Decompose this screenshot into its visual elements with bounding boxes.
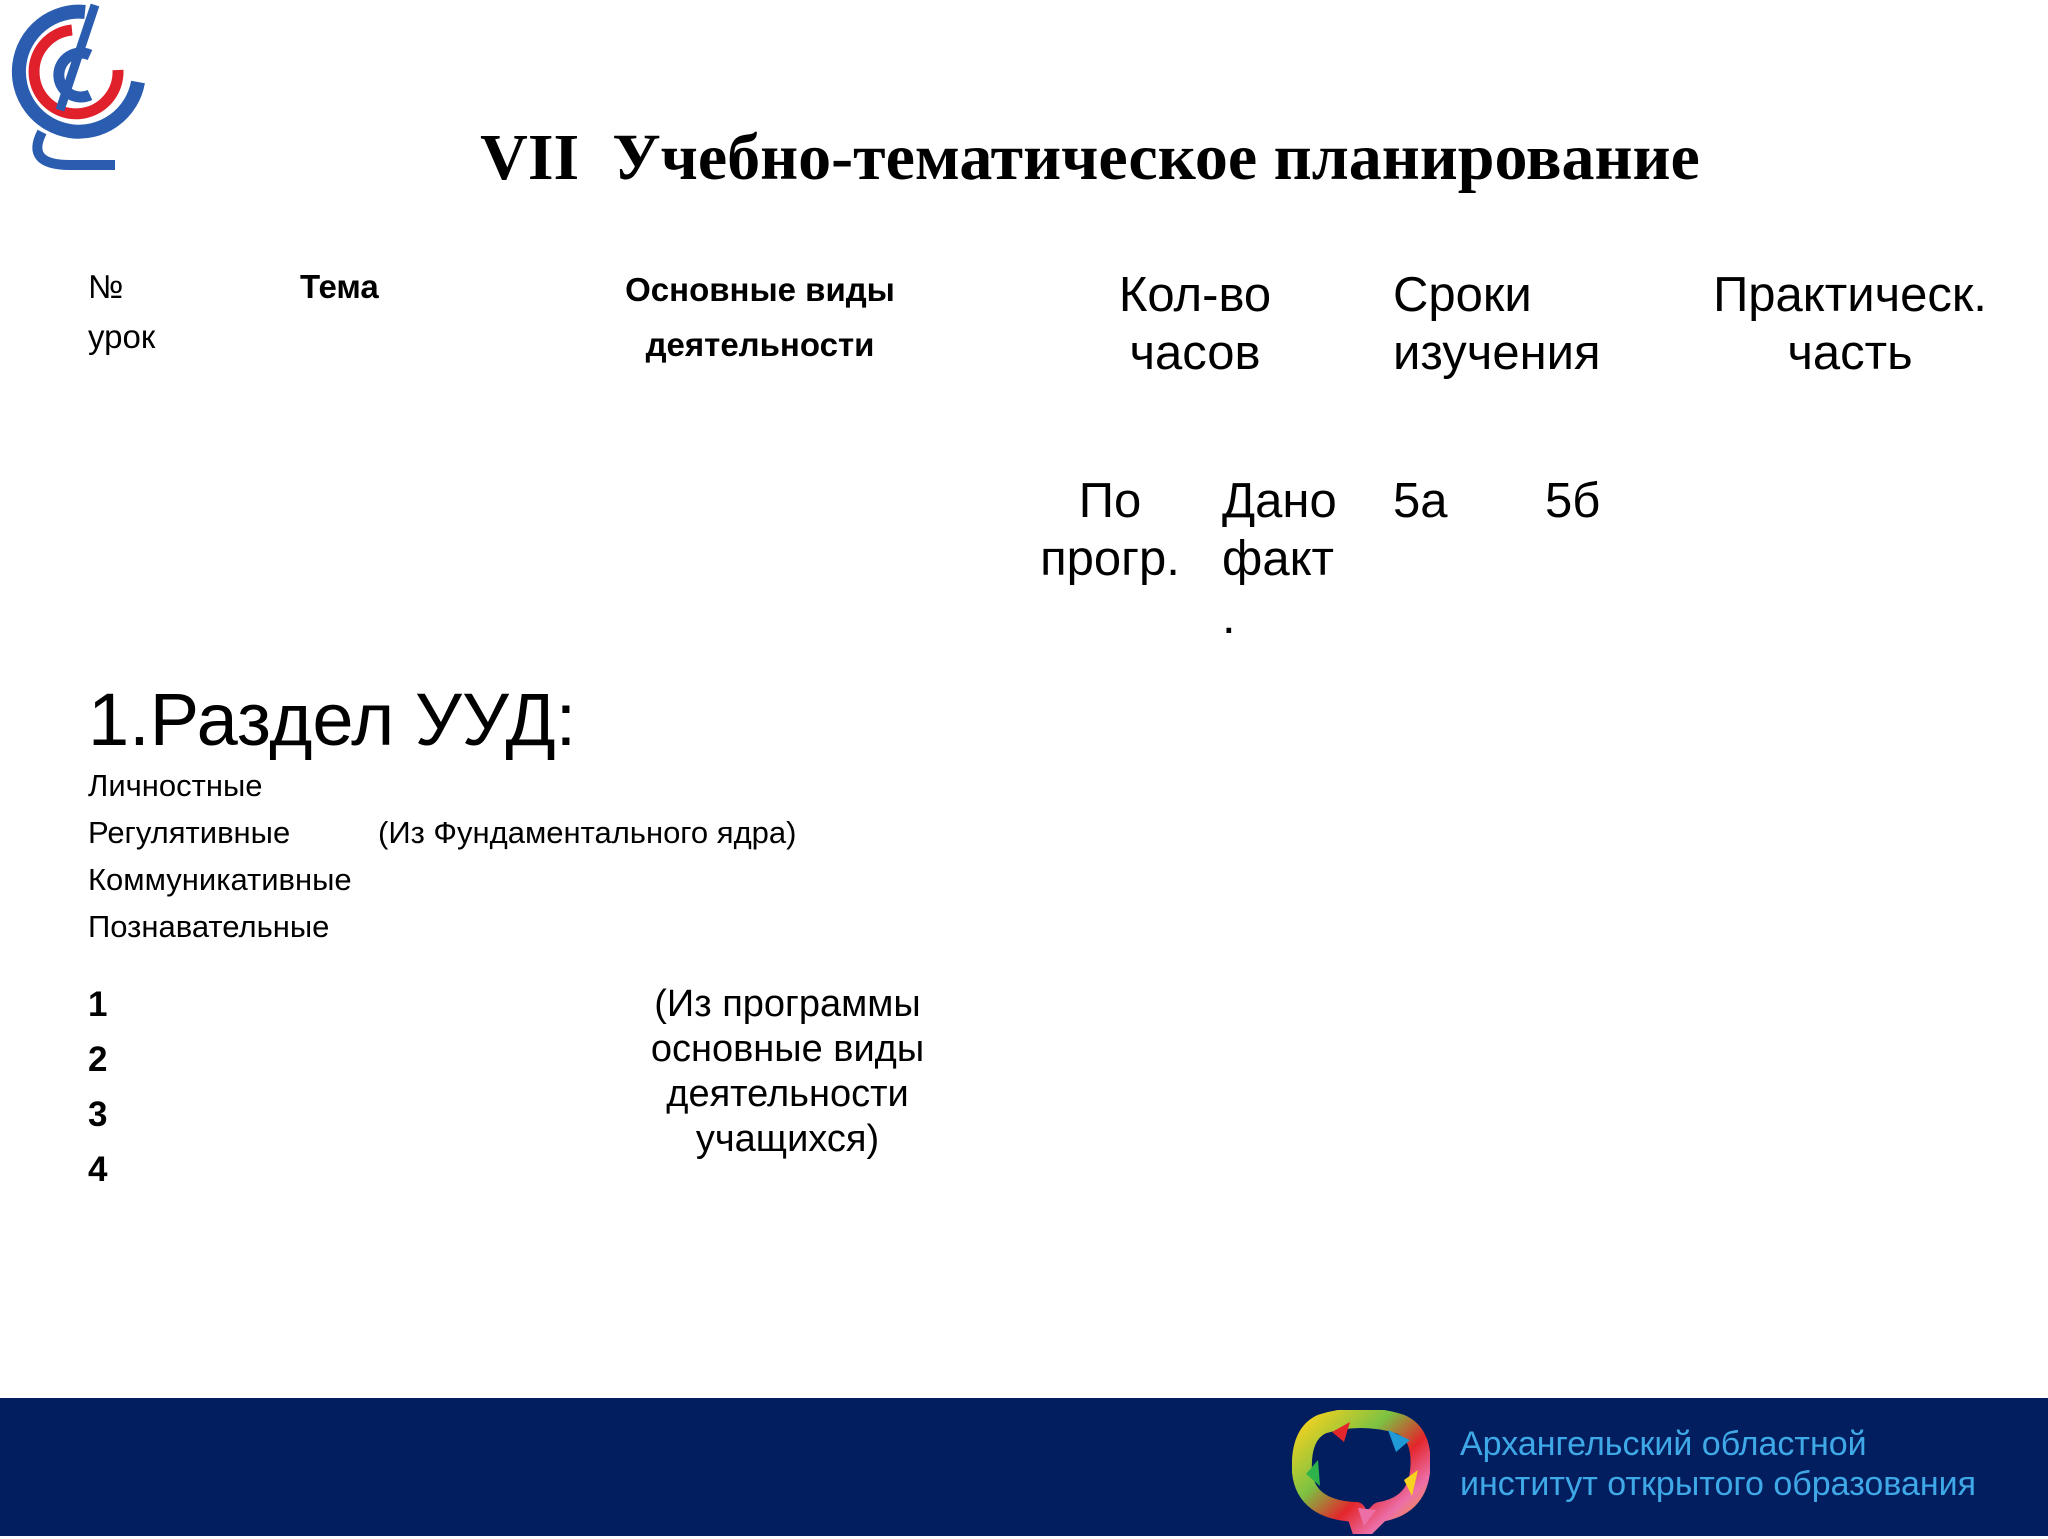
footer-org-line2: институт открытого образования (1460, 1465, 1977, 1503)
page-title: VII Учебно-тематическое планирование (480, 121, 1700, 194)
header-hours (1085, 266, 1305, 382)
header-terms-line2: изучения (1393, 326, 1601, 380)
program-note-line4: учащихся) (695, 1118, 880, 1160)
subheader-given-fact-line1: Дано (1222, 474, 1337, 528)
header-activities (580, 262, 940, 372)
subheader-by-program-line2: прогр. (1040, 532, 1180, 586)
subheader-given-fact (1222, 472, 1337, 646)
uud-source-note: (Из Фундаментального ядра) (378, 815, 797, 850)
header-lesson-number (88, 262, 155, 362)
institute-emblem-icon (0, 0, 145, 175)
header-number-sign: № (88, 268, 124, 305)
program-activities-note (610, 982, 965, 1162)
lesson-number: 3 (88, 1095, 108, 1134)
uud-item-regulatory: Регулятивные (88, 815, 291, 850)
subheader-by-program-line1: По (1078, 474, 1142, 528)
header-study-terms (1393, 266, 1601, 382)
lesson-number: 2 (88, 1040, 108, 1079)
speech-bubble-logo-icon (1292, 1410, 1430, 1534)
header-hours-line1: Кол-во (1118, 268, 1272, 322)
header-topic: Тема (300, 268, 379, 305)
header-lesson-label: урок (88, 318, 156, 355)
subheader-given-fact-line3: . (1222, 590, 1236, 644)
section-title: 1.Раздел УУД: (88, 678, 577, 761)
footer-organization-name (1460, 1424, 1976, 1504)
footer-org-line1: Архангельский областной (1460, 1425, 1867, 1463)
header-practical-line1: Практическ. (1713, 268, 1987, 322)
header-terms-line1: Сроки (1393, 268, 1532, 322)
header-practical-part (1690, 266, 2010, 382)
subheader-class-5a: 5а (1393, 474, 1448, 528)
header-practical-line2: часть (1787, 326, 1913, 380)
uud-item-communicative: Коммуникативные (88, 862, 352, 897)
subheader-by-program (1030, 472, 1190, 588)
uud-item-personal: Личностные (88, 768, 263, 803)
header-hours-line2: часов (1129, 326, 1261, 380)
program-note-line3: деятельности (666, 1073, 909, 1115)
program-note-line1: (Из программы (654, 983, 921, 1025)
lesson-number: 1 (88, 985, 108, 1024)
header-activities-line1: Основные виды (625, 271, 895, 308)
program-note-line2: основные виды (650, 1028, 925, 1070)
subheader-class-5b: 5б (1545, 474, 1601, 528)
lesson-number: 4 (88, 1150, 108, 1189)
uud-item-cognitive: Познавательные (88, 909, 330, 944)
header-activities-line2: деятельности (645, 326, 875, 363)
subheader-given-fact-line2: факт (1222, 532, 1334, 586)
